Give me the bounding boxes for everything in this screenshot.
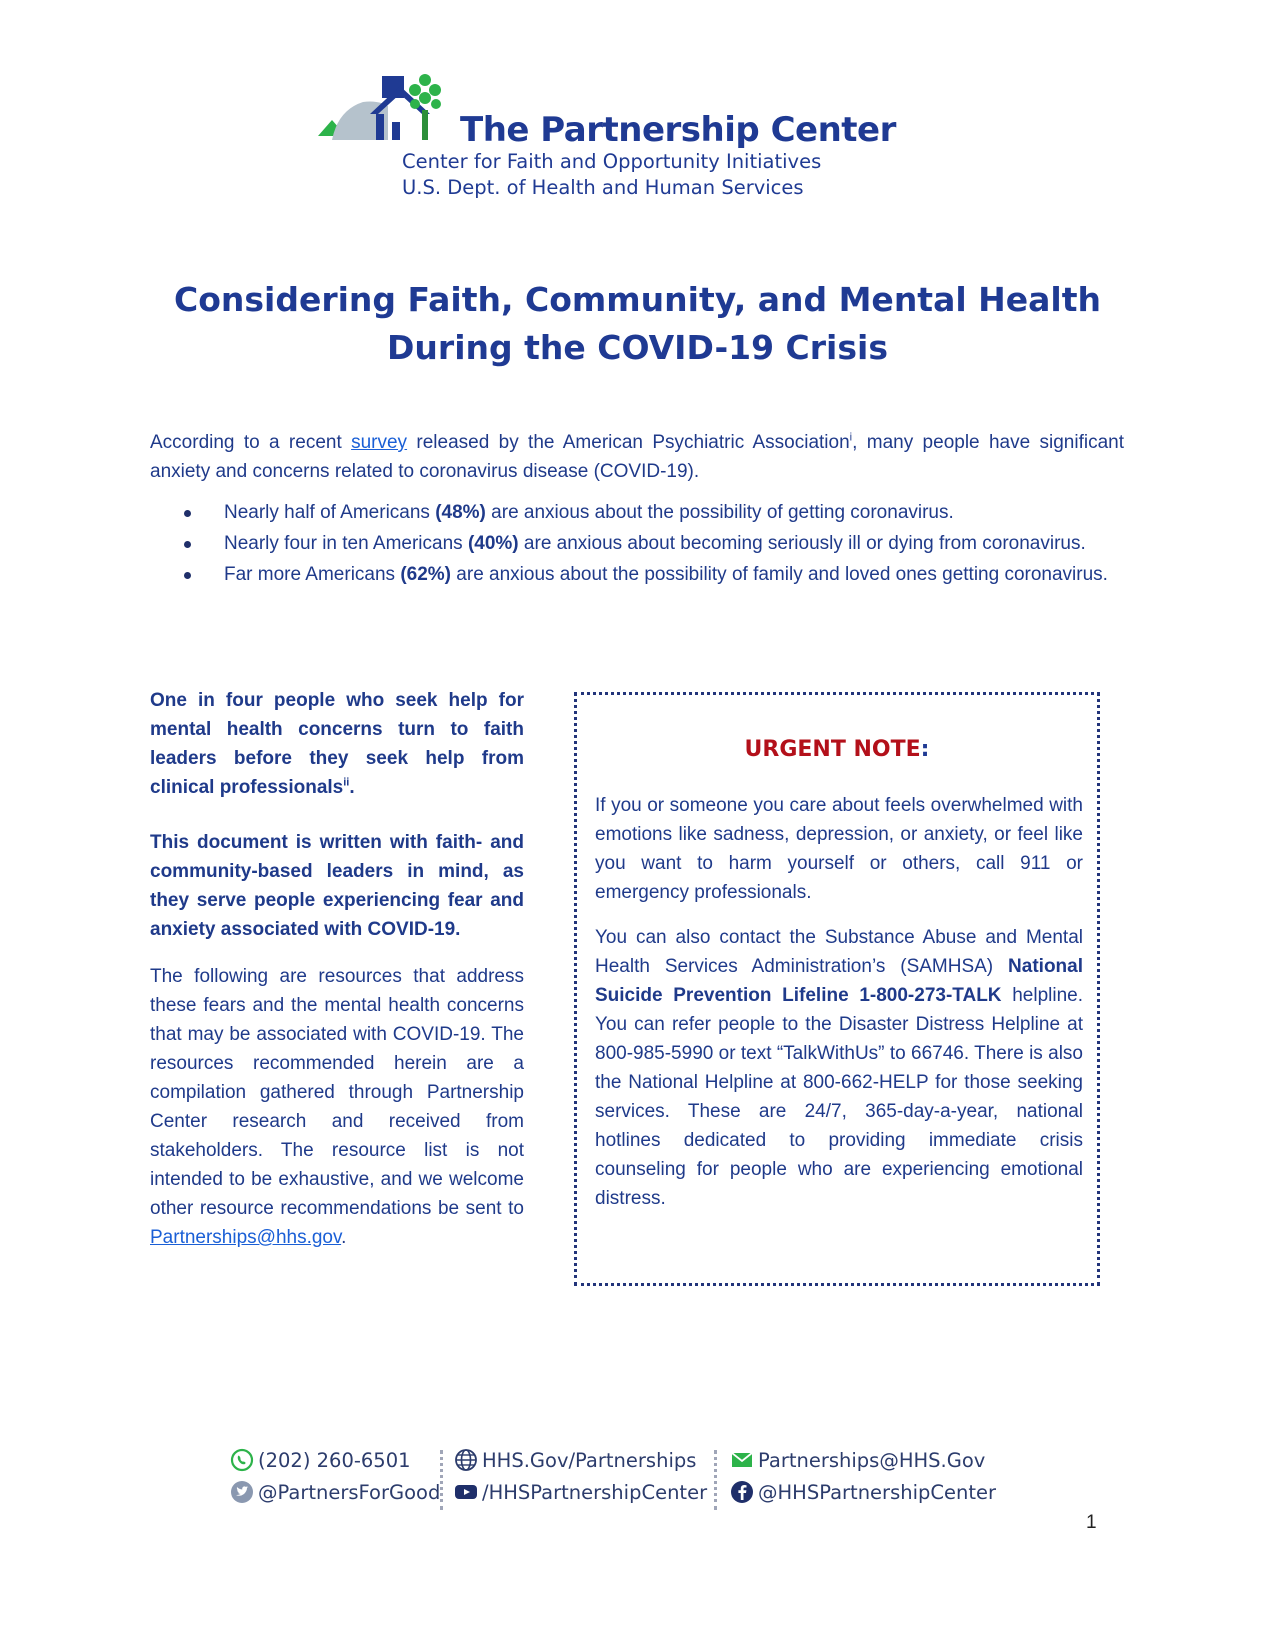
urgent-paragraph-2 <box>595 923 1083 1213</box>
bullet-text: Nearly four in ten Americans <box>224 533 468 554</box>
title-line-1: Considering Faith, Community, and Mental Health <box>174 280 1101 319</box>
logo-subtitle-2: U.S. Dept. of Health and Human Services <box>402 176 804 199</box>
document-title <box>0 276 1275 372</box>
house-tree-icon <box>318 70 478 150</box>
phone-contact[interactable] <box>230 1448 411 1472</box>
website-contact[interactable] <box>454 1448 696 1472</box>
bullet-text: Far more Americans <box>224 564 401 585</box>
urgent-text: helpline. You can refer people to the Disaster Distress Helpline at 800-985-5990 or text “TalkWithUs” to 66746. There is also the National Helpline at 800-662-HELP for those seeking services. These are 24/7, 365-day-a-year, national hotlines dedicated to providing immediate crisis counseling for people who are experiencing emotional distress. <box>595 985 1083 1209</box>
period: . <box>341 1227 347 1248</box>
logo-title: The Partnership Center <box>460 110 896 150</box>
bullet-text: are anxious about becoming seriously ill or dying from coronavirus. <box>518 533 1086 554</box>
bullet-text: are anxious about the possibility of getting coronavirus. <box>485 502 954 523</box>
list-item <box>150 560 1124 589</box>
intro-text-mid: released by the American Psychiatric Association <box>407 432 850 453</box>
youtube-contact[interactable] <box>454 1480 707 1504</box>
bullet-icon <box>184 572 191 579</box>
email-contact[interactable] <box>730 1448 985 1472</box>
email-text: Partnerships@HHS.Gov <box>758 1448 986 1472</box>
globe-icon <box>454 1448 478 1472</box>
bullet-text: are anxious about the possibility of family and loved ones getting coronavirus. <box>451 564 1108 585</box>
lifeline-name: National Suicide Prevention Lifeline 1-800-273-TALK <box>595 956 1083 1006</box>
contact-footer <box>230 1448 1050 1514</box>
website-text: HHS.Gov/Partnerships <box>482 1448 697 1472</box>
partnership-center-logo <box>318 70 918 205</box>
footer-divider <box>440 1450 443 1510</box>
resources-paragraph <box>150 962 524 1252</box>
twitter-text: @PartnersForGood <box>258 1480 441 1504</box>
bullet-stat: (40%) <box>467 533 519 554</box>
urgent-text: You can also contact the Substance Abuse and Mental Health Services Administration’s (SAMHSA) <box>595 927 1083 977</box>
envelope-icon <box>730 1448 754 1472</box>
urgent-title-colon: : <box>920 737 930 762</box>
bullet-icon <box>184 541 191 548</box>
footnote-ref-ii[interactable]: ii <box>343 776 350 789</box>
list-item <box>150 498 1124 527</box>
bullet-stat: (48%) <box>435 502 486 523</box>
phone-text: (202) 260-6501 <box>258 1448 411 1472</box>
twitter-icon <box>230 1480 254 1504</box>
urgent-note-box <box>574 692 1100 1286</box>
footnote-ref-i[interactable]: i <box>849 431 853 444</box>
logo-subtitle-1: Center for Faith and Opportunity Initiatives <box>402 150 822 173</box>
list-item <box>150 529 1124 558</box>
statistics-list <box>150 498 1124 591</box>
youtube-icon <box>454 1480 478 1504</box>
facebook-contact[interactable] <box>730 1480 996 1504</box>
resources-text: The following are resources that address these fears and the mental health concerns that may be associated with COVID-19. The resources recommended herein are a compilation gathered through Partnership Center research and received from stakeholders. The resource list is not intended to be exhaustive, and we welcome other resource recommendations be sent to <box>150 966 524 1219</box>
page-number: 1 <box>1086 1512 1097 1533</box>
facebook-text: @HHSPartnershipCenter <box>758 1480 997 1504</box>
survey-link[interactable]: survey <box>351 432 408 453</box>
title-line-2: During the COVID-19 Crisis <box>387 328 888 367</box>
faith-leaders-text: One in four people who seek help for mental health concerns turn to faith leaders before they seek help from clinical professionals <box>150 690 524 798</box>
email-link[interactable]: Partnerships@hhs.gov <box>150 1227 342 1248</box>
intro-text-post: , many people have significant anxiety and concerns related to coronavirus disease (COVID-19). <box>150 432 1124 482</box>
footer-divider <box>714 1450 717 1510</box>
bullet-text: Nearly half of Americans <box>224 502 436 523</box>
faith-leaders-paragraph <box>150 686 524 802</box>
intro-paragraph <box>150 428 1124 486</box>
bullet-icon <box>184 510 191 517</box>
urgent-note-title <box>577 737 1097 762</box>
urgent-title-text: URGENT NOTE <box>744 737 921 762</box>
whatsapp-icon <box>230 1448 254 1472</box>
urgent-note-body <box>595 791 1083 1229</box>
intro-text-pre: According to a recent <box>150 432 352 453</box>
urgent-paragraph-1: If you or someone you care about feels overwhelmed with emotions like sadness, depression, or anxiety, or feel like you want to harm yourself or others, call 911 or emergency professionals. <box>595 795 1083 903</box>
bullet-stat: (62%) <box>400 564 452 585</box>
period: . <box>349 777 355 798</box>
twitter-contact[interactable] <box>230 1480 440 1504</box>
facebook-icon <box>730 1480 754 1504</box>
youtube-text: /HHSPartnershipCenter <box>482 1480 708 1504</box>
left-column <box>150 686 524 1270</box>
audience-paragraph: This document is written with faith- and community-based leaders in mind, as they serve people experiencing fear and anxiety associated with COVID-19. <box>150 832 524 940</box>
